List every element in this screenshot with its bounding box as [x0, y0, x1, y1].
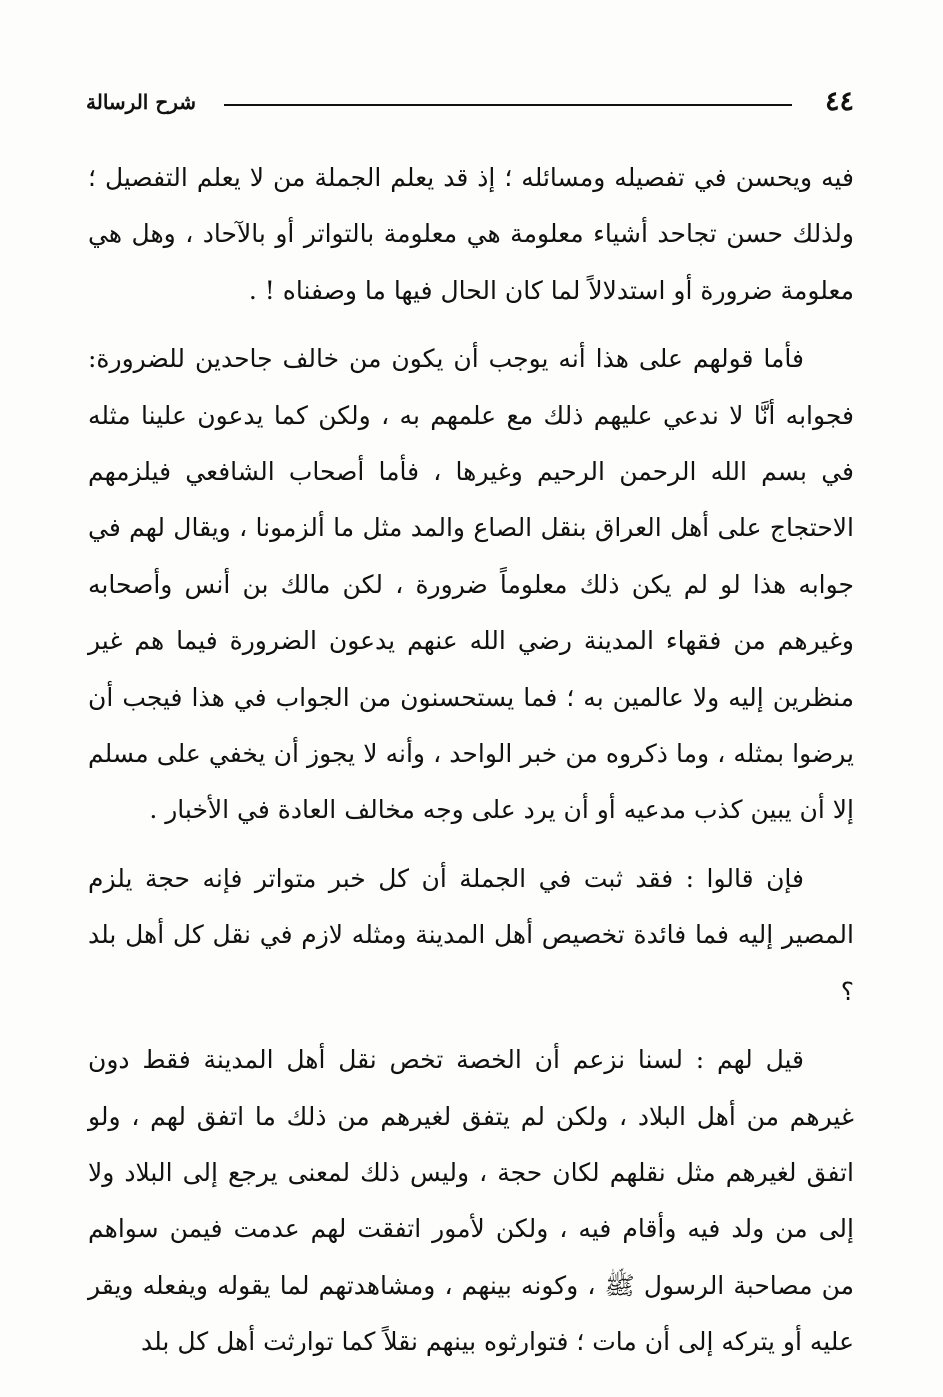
running-title: شرح الرسالة — [86, 90, 197, 114]
paragraph-1: فيه ويحسن في تفصيله ومسائله ؛ إذ قد يعلم الجملة من لا يعلم التفصيل ؛ ولذلك حسن تجاحد أشياء معلومة هي معلومة بالتواتر أو بالآحاد ، وهل هي معلومة ضرورة أو استدلالاً لما كان الحال فيها ما وصفناه ! . — [88, 163, 854, 305]
page-number: ٤٤ — [824, 86, 854, 117]
paragraph-2: فأما قولهم على هذا أنه يوجب أن يكون من خالف جاحدين للضرورة: فجوابه أنَّا لا ندعي عليهم ذلك مع علمهم به ، ولكن كما يدعون علينا مثله في بسم الله الرحمن الرحيم وغيرها ، فأما أصحاب الشافعي فيلزمهم الاحتجاج على أهل العراق بنقل الصاع والمد مثل ما ألزمونا ، ويقال لهم في جوابه هذا لو لم يكن ذلك معلوماً ضرورة ، لكن مالك بن أنس وأصحابه وغيرهم من فقهاء المدينة رضي الله عنهم يدعون الضرورة فيما هم غير منظرين إليه ولا عالمين به ؛ فما يستحسنون من الجواب في هذا فيجب أن يرضوا بمثله ، وما ذكروه من خبر الواحد ، وأنه لا يجوز أن يخفي على مسلم إلا أن يبين كذب مدعيه أو أن يرد على وجه مخالف العادة في الأخبار . — [88, 344, 854, 825]
paragraph-4: قيل لهم : لسنا نزعم أن الخصة تخص نقل أهل المدينة فقط دون غيرهم من أهل البلاد ، ولكن لم يتفق لغيرهم من ذلك ما اتفق لهم ، ولو اتفق لغيرهم مثل نقلهم لكان حجة ، وليس ذلك لمعنى يرجع إلى البلاد ولا إلى من ولد فيه وأقام فيه ، ولكن لأمور اتفقت لهم عدمت فيمن سواهم من مصاحبة الرسول ﷺ ، وكونه بينهم ، ومشاهدتهم لما يقوله ويفعله ويقر عليه أو يتركه إلى أن مات ؛ فتوارثوه بينهم نقلاً كما توارثت أهل كل بلد — [88, 1045, 854, 1357]
page-header — [86, 82, 854, 122]
header-rule — [224, 104, 792, 106]
paragraph-3: فإن قالوا : فقد ثبت في الجملة أن كل خبر متواتر فإنه حجة يلزم المصير إليه فما فائدة تخصيص أهل المدينة ومثله لازم في نقل كل أهل بلد ؟ — [88, 863, 854, 1006]
body-text — [88, 150, 854, 1371]
